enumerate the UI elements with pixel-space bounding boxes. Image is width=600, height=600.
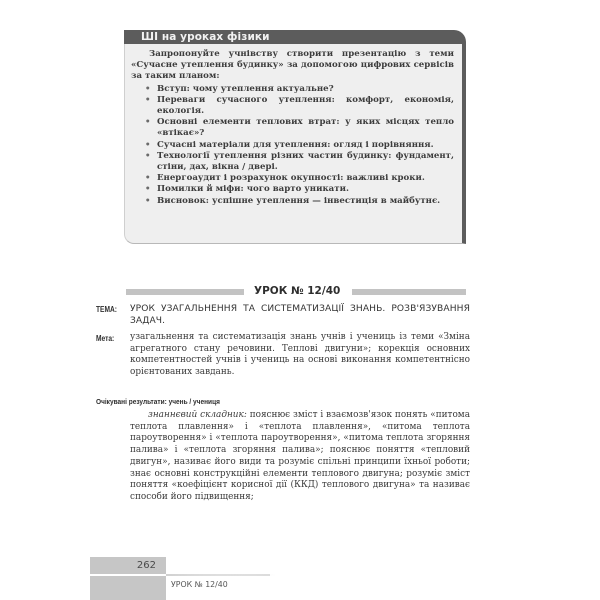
knowledge-component [130, 410, 470, 504]
bullet-icon: • [145, 195, 151, 206]
bullet-icon: • [145, 173, 151, 184]
ai-tip-box [124, 30, 466, 244]
bullet-icon: • [145, 83, 151, 94]
plan-item: • Переваги сучасного утеплення: комфорт, економія, екологія. [145, 94, 454, 117]
page-number: 262 [136, 560, 156, 571]
lesson-topic [96, 303, 470, 327]
running-title: УРОК № 12/40 [171, 580, 228, 589]
ai-tip-header [124, 30, 466, 44]
lesson-goal [96, 332, 470, 378]
goal-label: Мета: [96, 334, 115, 343]
plan-item: • Вступ: чому утеплення актуальне? [145, 83, 334, 94]
heading-rule-left [126, 289, 244, 295]
ai-tip-intro: Запропонуйте учнівству створити презентацію з теми «Сучасне утеплення будинку» за допомогою цифрових сервісів за таким планом: [131, 49, 454, 82]
lesson-heading-bar [126, 285, 390, 297]
bullet-icon: • [145, 150, 151, 161]
plan-item: • Технології утеплення різних частин будинку: фундамент, стіни, дах, вікна / двері. [145, 150, 454, 173]
plan-item: • Помилки й міфи: чого варто уникати. [145, 184, 349, 195]
heading-rule-right [352, 289, 466, 295]
bullet-icon: • [145, 184, 151, 195]
ai-tip-title: ШІ на уроках фізики [141, 31, 270, 43]
knowledge-lead: знаннєвий складник: [148, 410, 247, 420]
bullet-icon: • [145, 139, 151, 150]
knowledge-text: пояснює зміст і взаємозв'язок понять «питома теплота плавлення» і «теплота плавлення», «питома теплота пароутворення» і «теплота пароутворення», «питома теплота згоряння палива» і «теплота згоряння палива»; пояснює поняття «тепловий двигун», називає його види та розуміє спільні принципи їхньої роботи; знає основні конструкційні елементи теплового двигуна; розуміє зміст поняття «коефіцієнт корисної дії (ККД) теплового двигуна» та називає способи його підвищення; [130, 410, 471, 502]
plan-item: • Основні елементи теплових втрат: у яких місцях тепло «втікає»? [145, 117, 454, 139]
plan-item: • Сучасні матеріали для утеплення: огляд і порівняння. [145, 139, 434, 150]
plan-item: • Висновок: успішне утеплення — інвестиція в майбутнє. [145, 195, 441, 206]
plan-item: • Енергоаудит і розрахунок окупності: важливі кроки. [145, 173, 425, 184]
expected-results-label: Очікувані результати: учень / учениця [96, 397, 220, 406]
lesson-heading: УРОК № 12/40 [254, 285, 341, 297]
goal-text: узагальнення та систематизація знань учнів і учениць із теми «Зміна агрегатного стану речовини. Теплові двигуни»; корекція основних компетентностей учнів і учениць на основі виконання компетентнісно орієнтованих завдань. [130, 332, 470, 377]
ai-tip-plan-list [131, 84, 454, 207]
ai-tip-body [124, 44, 466, 244]
knowledge-paragraph [130, 410, 470, 504]
bullet-icon: • [145, 94, 151, 105]
bullet-icon: • [145, 117, 151, 128]
footer-divider-fade [166, 574, 276, 576]
topic-text: УРОК УЗАГАЛЬНЕННЯ ТА СИСТЕМАТИЗАЦІЇ ЗНАНЬ. РОЗВ'ЯЗУВАННЯ ЗАДАЧ. [130, 304, 470, 326]
topic-label: ТЕМА: [96, 305, 117, 314]
